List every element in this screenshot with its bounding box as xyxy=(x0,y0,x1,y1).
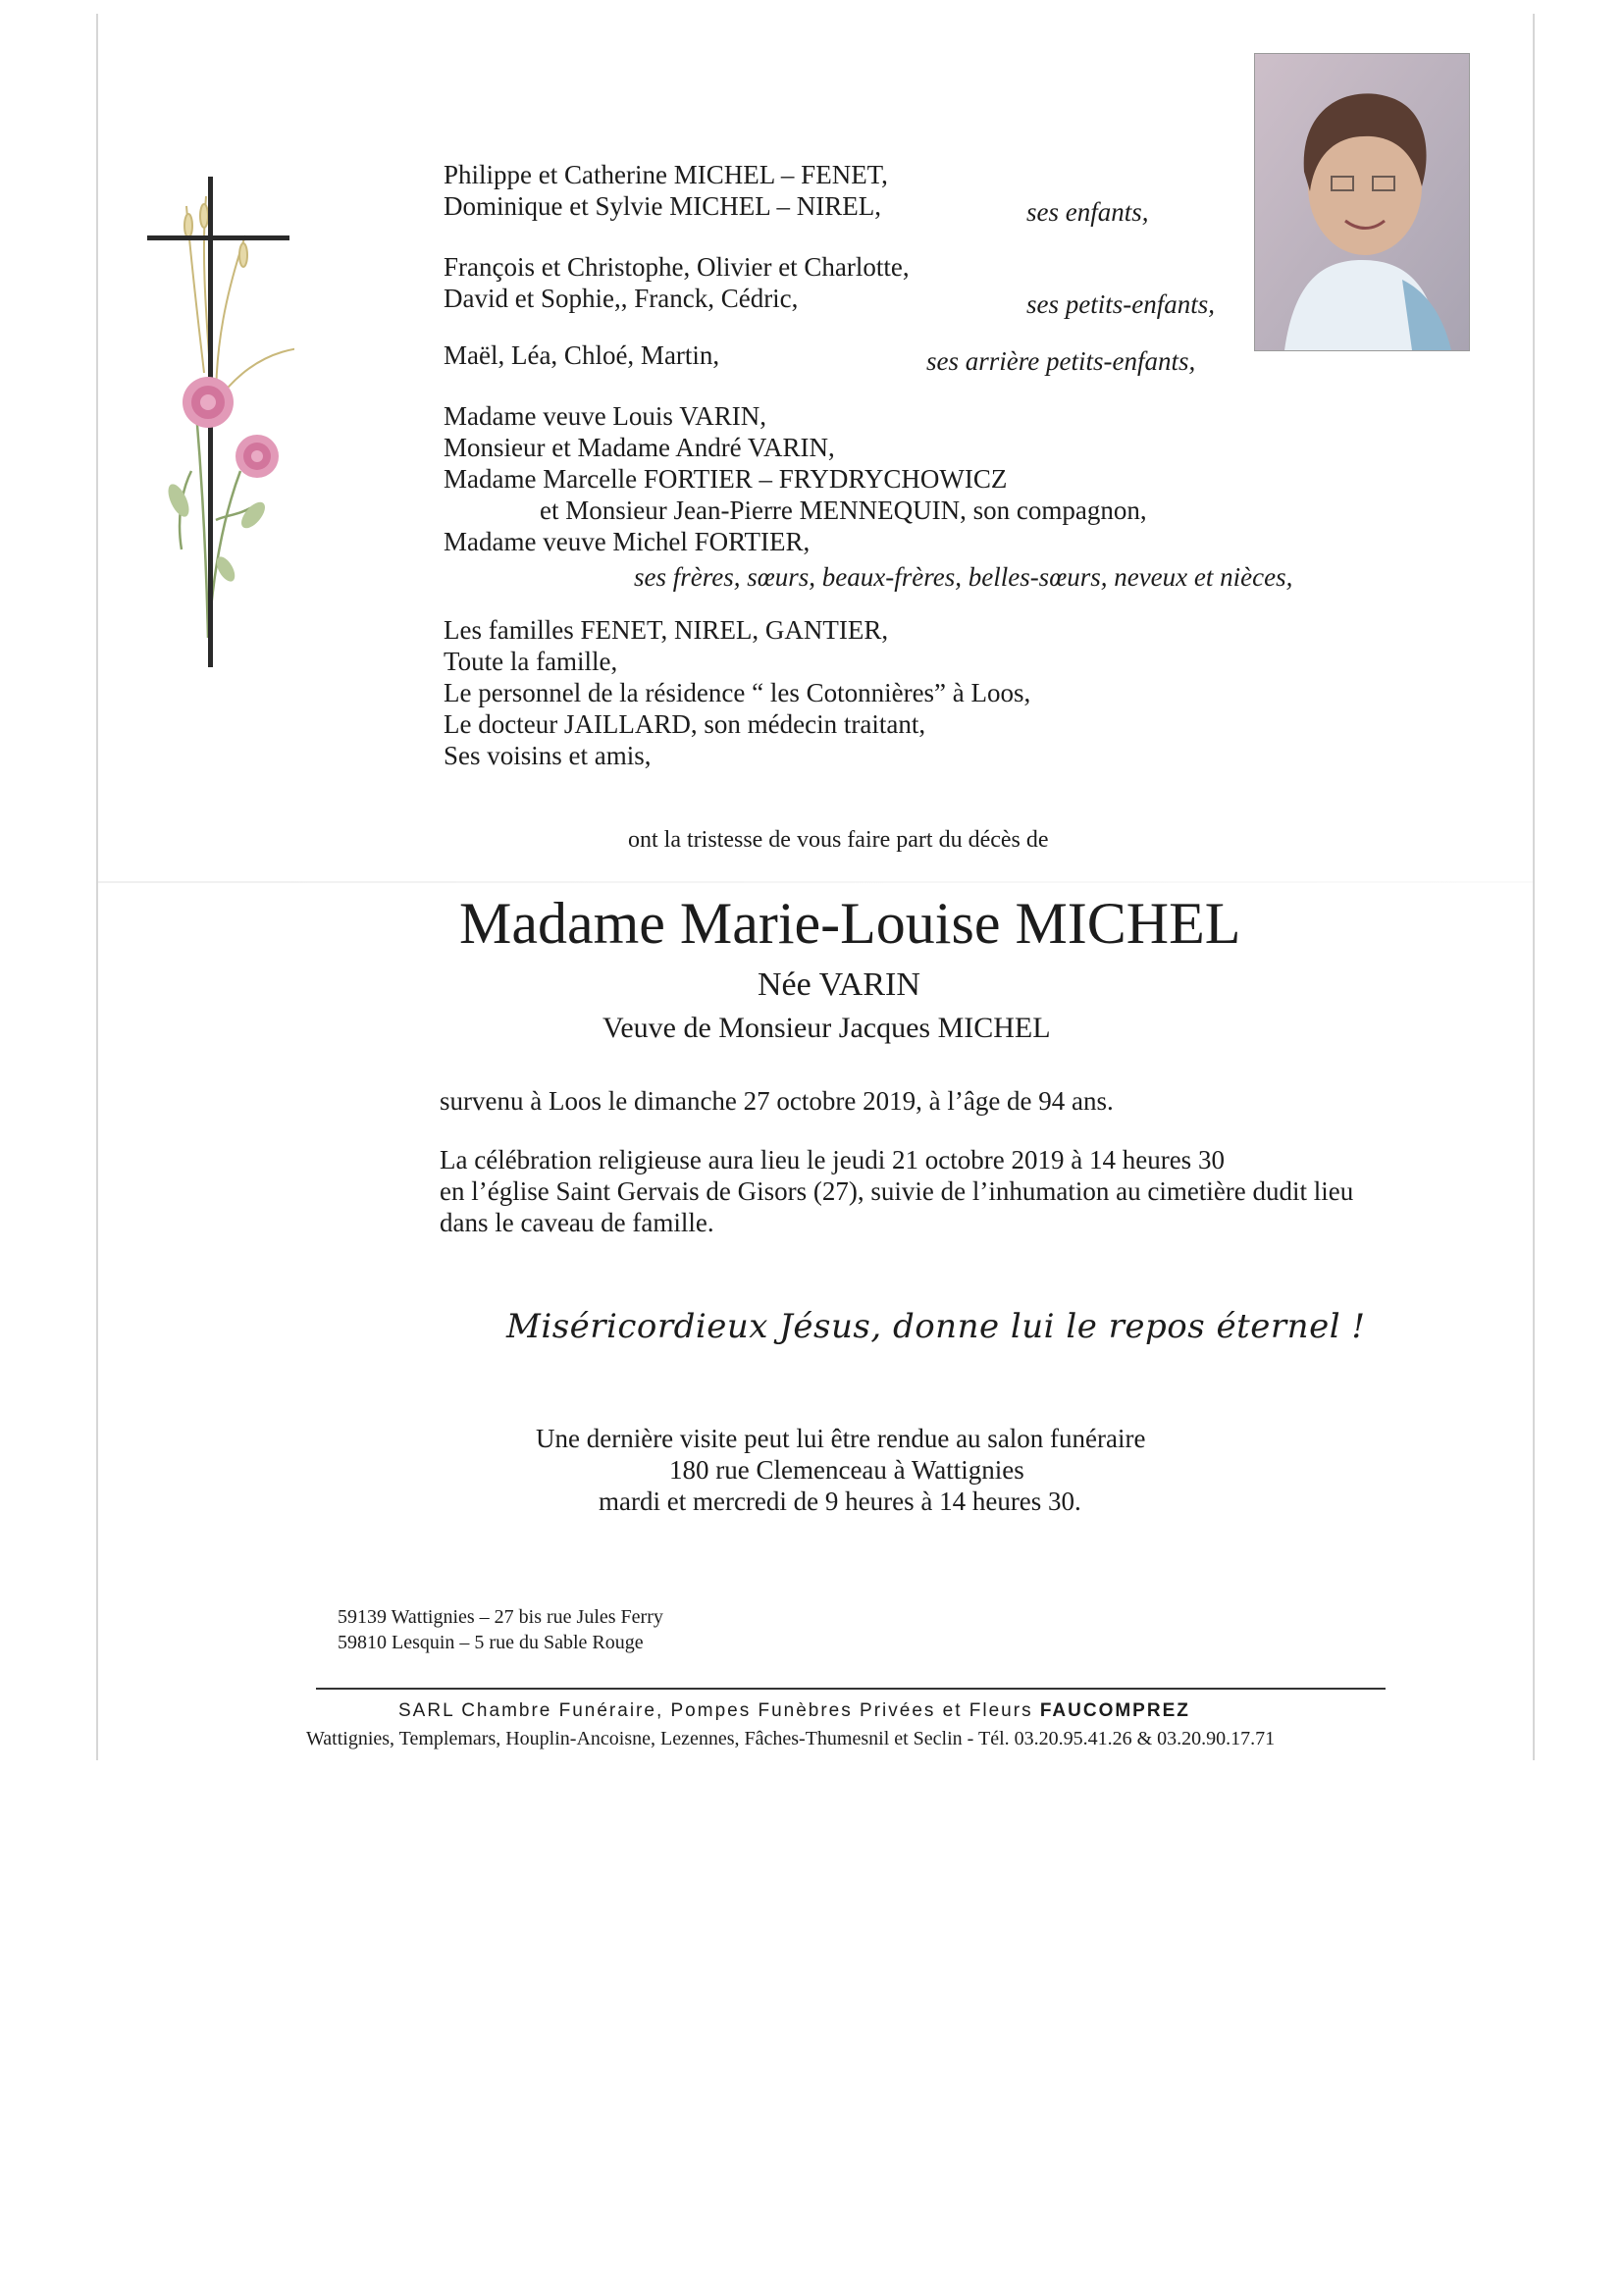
death-info: survenu à Loos le dimanche 27 octobre 2019, à l’âge de 94 ans. xyxy=(440,1086,1114,1116)
children-relation: ses enfants, xyxy=(1026,197,1149,227)
paper-fold xyxy=(98,881,1533,883)
page-edge-right xyxy=(1533,14,1535,1760)
great-grandchildren-line: Maël, Léa, Chloé, Martin, xyxy=(444,340,720,370)
prayer: Miséricordieux Jésus, donne lui le repos éternel ! xyxy=(506,1307,1366,1346)
siblings-line-2: Monsieur et Madame André VARIN, xyxy=(444,433,835,462)
others-line-1: Les familles FENET, NIREL, GANTIER, xyxy=(444,615,889,645)
deceased-name: Madame Marie-Louise MICHEL xyxy=(459,891,1241,956)
grandchildren-line-1: François et Christophe, Olivier et Charlotte, xyxy=(444,252,910,282)
ceremony-line-2: en l’église Saint Gervais de Gisors (27), suivie de l’inhumation au cimetière dudit lieu xyxy=(440,1176,1354,1206)
siblings-line-1: Madame veuve Louis VARIN, xyxy=(444,401,766,431)
visit-line-3: mardi et mercredi de 9 heures à 14 heures 30. xyxy=(599,1487,1081,1516)
siblings-relation: ses frères, sœurs, beaux-frères, belles-sœurs, neveux et nièces, xyxy=(634,562,1293,592)
siblings-line-4: et Monsieur Jean-Pierre MENNEQUIN, son compagnon, xyxy=(540,496,1147,525)
page-edge-left xyxy=(96,14,98,1760)
deceased-born: Née VARIN xyxy=(758,966,920,1003)
visit-line-2: 180 rue Clemenceau à Wattignies xyxy=(669,1455,1024,1485)
others-line-3: Le personnel de la résidence “ les Cotonnières” à Loos, xyxy=(444,678,1031,707)
deceased-widow: Veuve de Monsieur Jacques MICHEL xyxy=(602,1012,1051,1044)
announcement: ont la tristesse de vous faire part du décès de xyxy=(628,827,1049,853)
children-line-2: Dominique et Sylvie MICHEL – NIREL, xyxy=(444,191,881,221)
siblings-line-3: Madame Marcelle FORTIER – FRYDRYCHOWICZ xyxy=(444,464,1008,494)
wheat-icon xyxy=(184,196,294,402)
footer-company-name: FAUCOMPREZ xyxy=(1039,1700,1190,1721)
others-line-4: Le docteur JAILLARD, son médecin traitant, xyxy=(444,709,926,739)
ceremony-line-3: dans le caveau de famille. xyxy=(440,1208,714,1237)
visit-line-1: Une dernière visite peut lui être rendue au salon funéraire xyxy=(536,1424,1146,1453)
grandchildren-relation: ses petits-enfants, xyxy=(1026,289,1215,319)
great-grandchildren-relation: ses arrière petits-enfants, xyxy=(926,346,1196,376)
address-1: 59139 Wattignies – 27 bis rue Jules Ferry xyxy=(338,1606,663,1628)
portrait-photo xyxy=(1254,53,1470,351)
cross-icon xyxy=(147,177,294,667)
footer-locations: Wattignies, Templemars, Houplin-Ancoisne, Lezennes, Fâches-Thumesnil et Seclin - Tél. 03.20.95.41.26 & 03.20.90.17.71 xyxy=(306,1728,1276,1749)
footer-company-prefix: SARL Chambre Funéraire, Pompes Funèbres Privées et Fleurs xyxy=(398,1700,1033,1721)
ceremony-line-1: La célébration religieuse aura lieu le jeudi 21 octobre 2019 à 14 heures 30 xyxy=(440,1145,1225,1174)
address-2: 59810 Lesquin – 5 rue du Sable Rouge xyxy=(338,1632,644,1653)
siblings-line-5: Madame veuve Michel FORTIER, xyxy=(444,527,811,556)
footer-rule xyxy=(316,1688,1386,1690)
others-line-5: Ses voisins et amis, xyxy=(444,741,652,770)
grandchildren-line-2: David et Sophie,, Franck, Cédric, xyxy=(444,284,799,313)
others-line-2: Toute la famille, xyxy=(444,647,618,676)
children-line-1: Philippe et Catherine MICHEL – FENET, xyxy=(444,160,888,189)
